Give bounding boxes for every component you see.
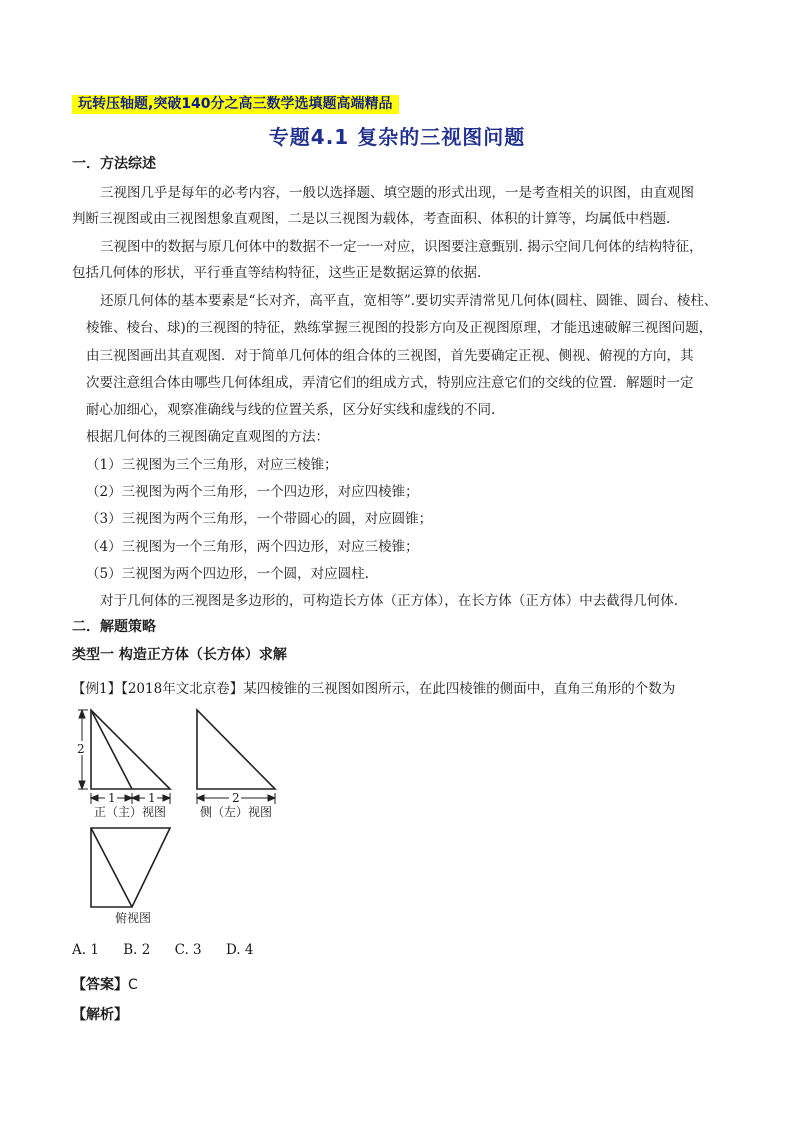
answer-options	[72, 942, 273, 958]
page-title: 专题4.1 复杂的三视图问题	[268, 125, 526, 149]
answer-line	[72, 974, 138, 994]
analysis-label: 【解析】	[72, 1007, 128, 1023]
list-item: （4）三视图为一个三角形，两个四边形，对应三棱锥；	[86, 539, 419, 555]
example-question: 【例1】【2018年文北京卷】某四棱锥的三视图如图所示，在此四棱锥的侧面中，直角三角形的个数为	[72, 681, 676, 697]
series-banner: 玩转压轴题,突破140分之高三数学选填题高端精品	[72, 95, 399, 114]
list-item: （3）三视图为两个三角形，一个带圆心的圆，对应圆锥；	[86, 511, 433, 527]
side-view-label: 侧（左）视图	[200, 805, 273, 819]
option-a: A. 1	[72, 942, 99, 958]
paragraph-line: 棱锥、棱台、球)的三视图的特征，熟练掌握三视图的投影方向及正视图原理，才能迅速破解三视图问题，	[86, 320, 713, 336]
front-left-dimension-label: 1	[108, 791, 116, 805]
option-b: B. 2	[123, 942, 151, 958]
front-right-dimension-label: 1	[148, 791, 156, 805]
front-view	[91, 710, 170, 789]
front-width-dimension	[91, 793, 170, 804]
option-c: C. 3	[174, 942, 202, 958]
paragraph-line: 三视图中的数据与原几何体中的数据不一定一一对应，识图要注意甄别. 揭示空间几何体的结构特征，	[100, 239, 703, 255]
list-item: （1）三视图为三个三角形，对应三棱锥；	[86, 457, 338, 473]
answer-value: C	[128, 977, 138, 993]
top-view-label: 俯视图	[115, 911, 152, 925]
front-view-label: 正（主）视图	[94, 805, 167, 819]
paragraph-line: 包括几何体的形状，平行垂直等结构特征，这些正是数据运算的依据.	[72, 265, 482, 281]
paragraph-line: 三视图几乎是每年的必考内容，一般以选择题、填空题的形式出现，一是考查相关的识图，由直观图	[100, 185, 694, 201]
three-view-figure	[70, 700, 300, 932]
side-view	[197, 710, 275, 789]
option-d: D. 4	[225, 942, 254, 958]
list-item: （5）三视图为两个四边形，一个圆，对应圆柱.	[86, 566, 369, 582]
paragraph-line: 还原几何体的基本要素是“长对齐，高平直，宽相等”.要切实弄清常见几何体(圆柱、圆锥、圆台、棱柱、	[100, 293, 718, 309]
top-view	[91, 828, 170, 907]
type-heading: 类型一 构造正方体（长方体）求解	[72, 647, 287, 663]
paragraph-line: 次要注意组合体由哪些几何体组成，弄清它们的组成方式，特别应注意它们的交线的位置．解题时一定	[86, 375, 694, 391]
paragraph-line: 耐心加细心，观察准确线与线的位置关系，区分好实线和虚线的不同.	[86, 402, 496, 418]
section-heading-strategy: 二．解题策略	[72, 619, 156, 635]
list-item: （2）三视图为两个三角形，一个四边形，对应四棱锥；	[86, 484, 419, 500]
section-heading-method: 一．方法综述	[72, 156, 156, 172]
height-dimension-label: 2	[77, 742, 85, 756]
side-dimension-label: 2	[232, 791, 240, 805]
paragraph-line: 判断三视图或由三视图想象直观图，二是以三视图为载体，考查面积、体积的计算等，均属低中档题.	[72, 211, 671, 227]
paragraph-line: 对于几何体的三视图是多边形的，可构造长方体（正方体），在长方体（正方体）中去截得几何体.	[100, 593, 679, 609]
answer-label: 【答案】	[72, 977, 128, 993]
paragraph-line: 由三视图画出其直观图．对于简单几何体的组合体的三视图，首先要确定正视、侧视、俯视的方向，其	[86, 348, 694, 364]
paragraph-line: 根据几何体的三视图确定直观图的方法：	[86, 429, 329, 445]
